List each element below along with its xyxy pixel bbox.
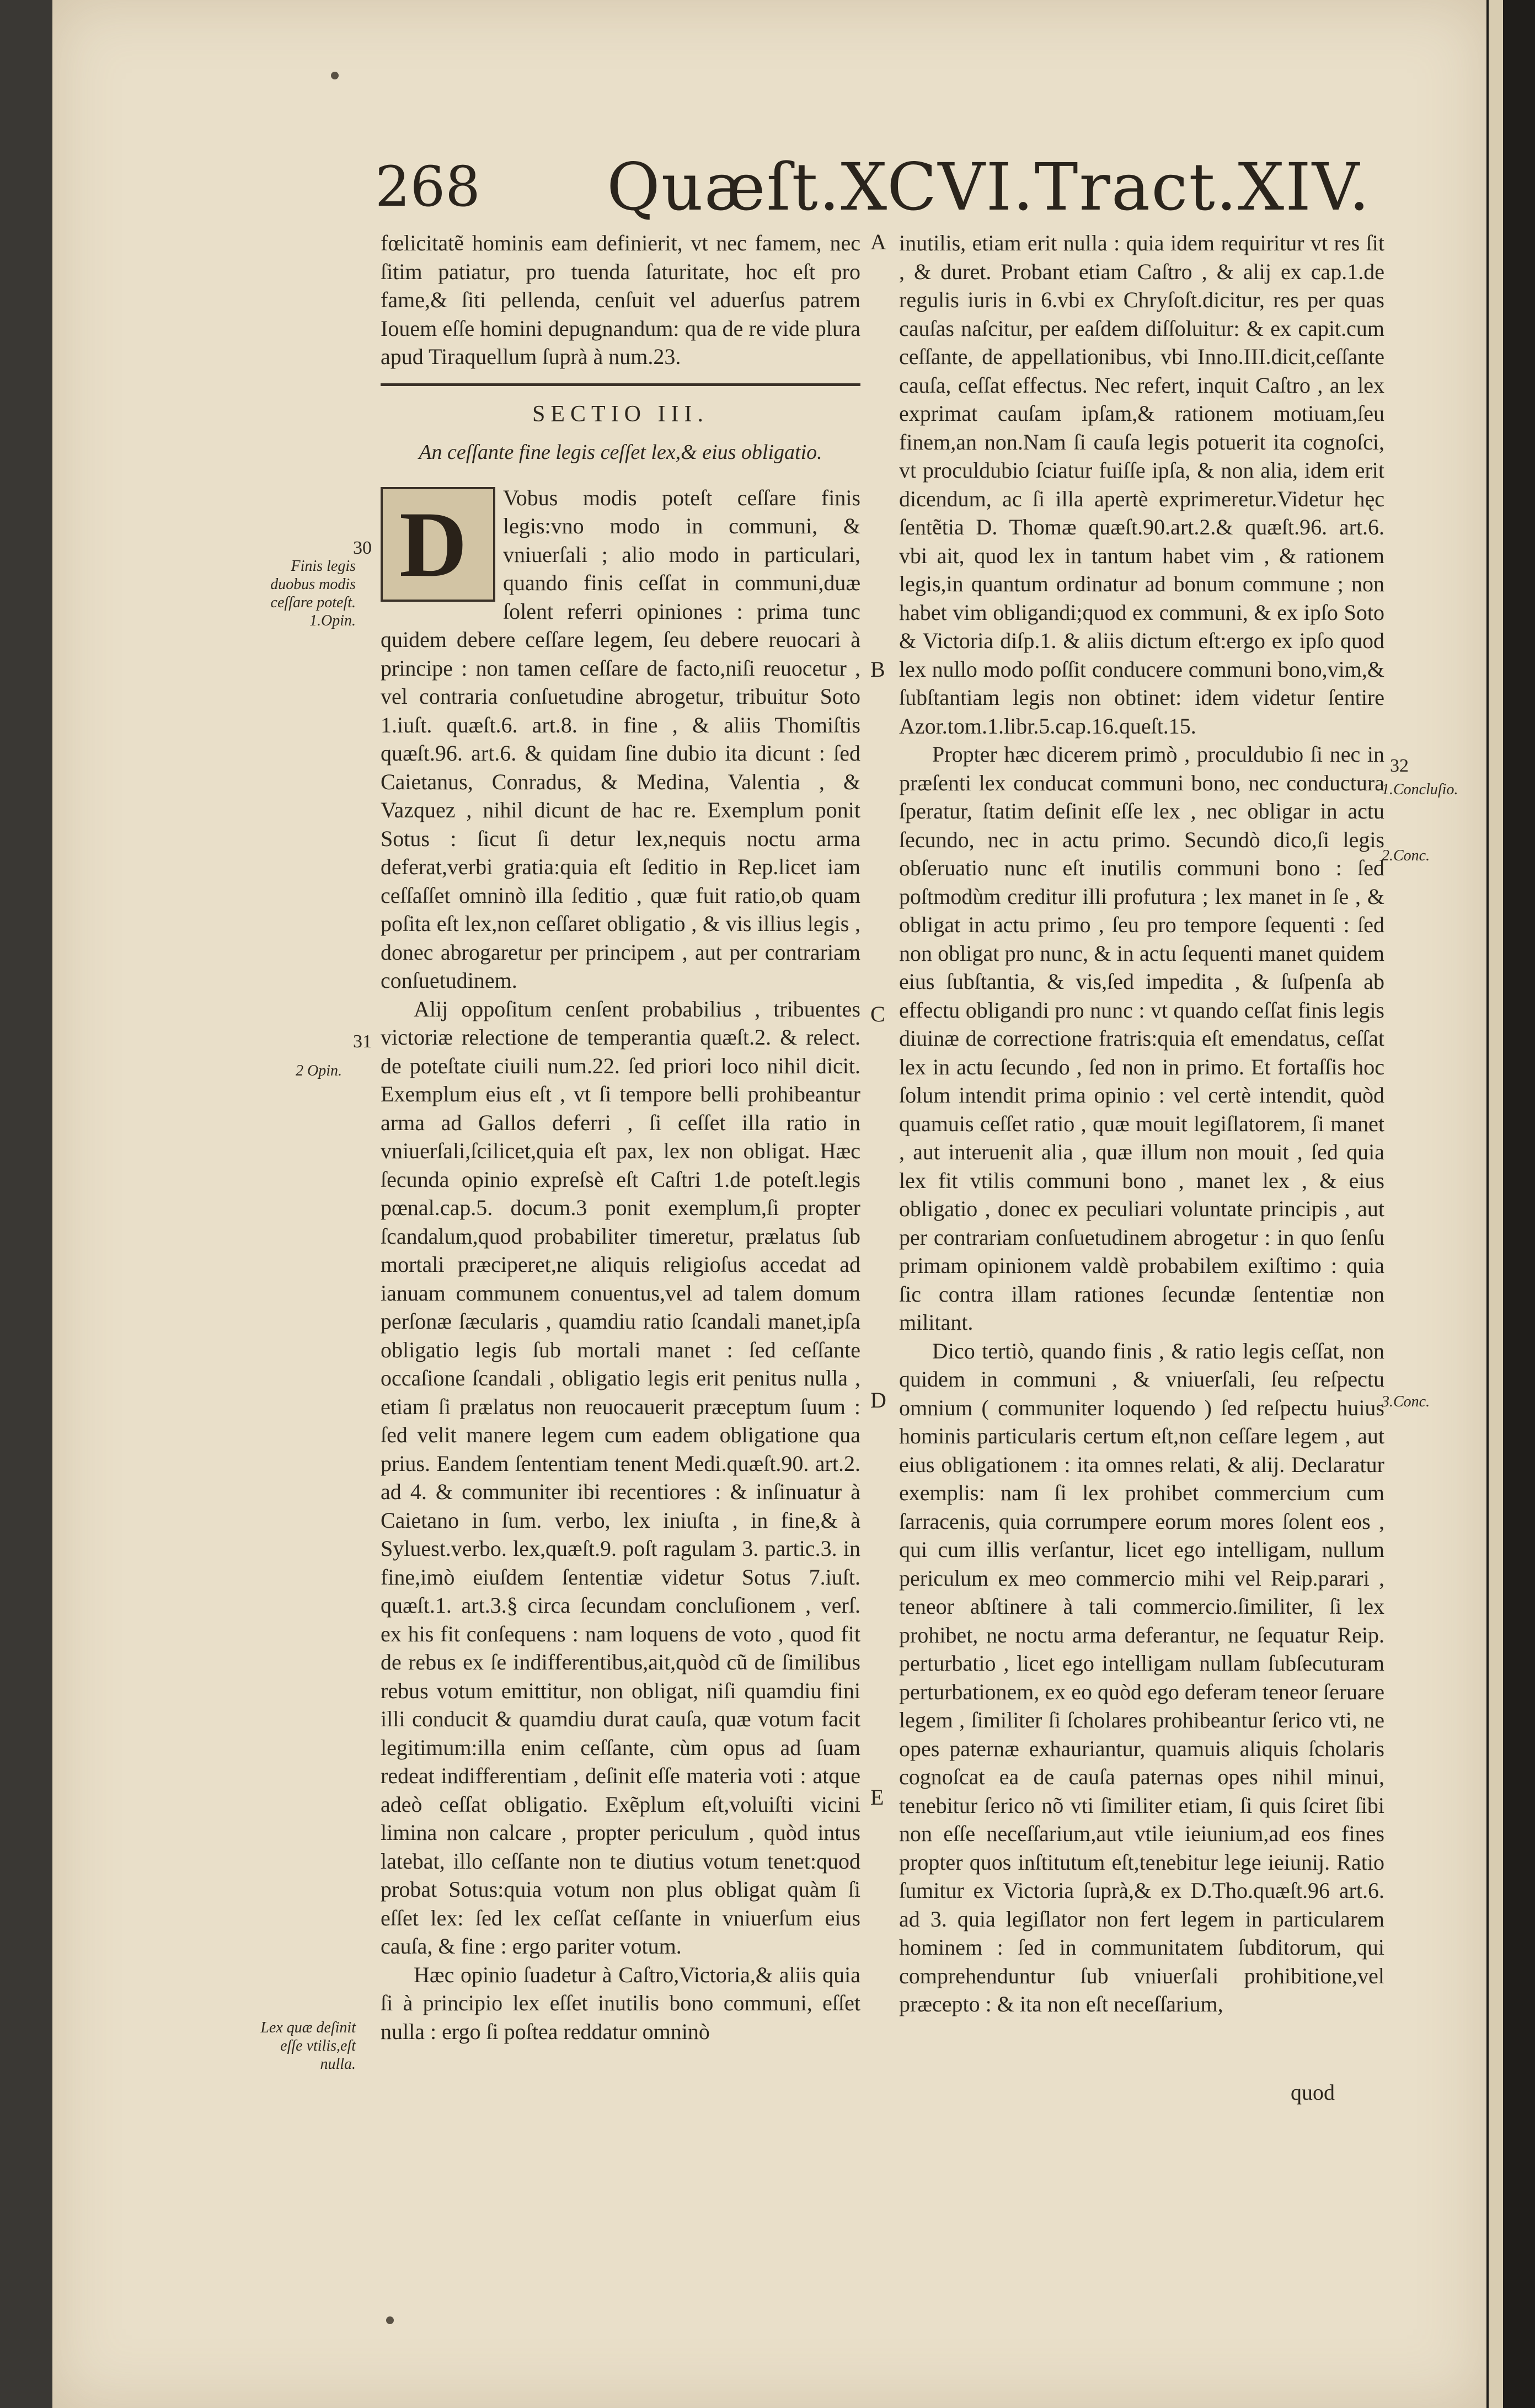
marginal-note: 1.Concluſio. xyxy=(1382,781,1458,798)
paragraph: Dico tertiò, quando finis , & ratio legis ceſſat, non quidem in communi , & vniuerſali, ſeu reſpectu omnium ( communiter loquendo ) ſed reſpectu huius hominis particularis certum eſt,non ceſſare legem , aut eius obligationem : ita omnes relati, & alij. Declaratur exemplis: nam ſi lex prohibet commercium cum ſarracenis, quia corrumpere eorum mores ſolent eos , qui cum illis verſantur, licet ego intelligam, nullum periculum ex meo commercio mihi vel Reip.parari , teneor abſtinere à tali commercio.ſimiliter, ſi lex prohibet, ne noctu arma deferantur, ne ſequatur Reip. perturbatio , licet ego intelligam nullam ſubſecuturam perturbationem, ex eo quòd ego deferam teneor ſeruare legem , ſimiliter ſi ſcholares prohibeantur ſerico vti, ne opes paternæ exhauriantur, quamuis aliquis ſcholaris cognoſcat ea de cauſa paternas opes nihil minui, tenebitur ſerico nõ vti ſimiliter etiam, ſi quis ſciret ſibi non eſſe neceſſarium,aut vtile ieiunium,ad eos fines propter quos inſtitutum eſt,tenebitur lege ieiunij. Ratio ſumitur ex Victoria ſuprà,& ex D.Tho.quæſt.96 art.6. ad 3. quia legiſlator non fert legem in particularem hominem : ſed in communitatem ſubditorum, qui comprehenduntur ſub vniuerſali prohibitione,vel præcepto : & ita non eſt neceſſarium, xyxy=(899,1338,1384,2016)
marginal-note: 2.Conc. xyxy=(1382,847,1430,864)
marginal-note: 3.Conc. xyxy=(1382,1393,1430,1410)
paragraph-number: 31 xyxy=(353,1031,372,1052)
marginal-note: Finis legis duobus modis ceſſare poteſt. 1.Opin. xyxy=(270,558,356,629)
column-letter-d: D xyxy=(870,1388,886,1412)
section-heading: SECTIO III. xyxy=(532,401,709,427)
column-letter-e: E xyxy=(870,1785,884,1810)
running-title: Quæſt.XCVI.Tract.XIV. xyxy=(607,149,1371,225)
binding-hole xyxy=(331,72,339,79)
binding-hole xyxy=(386,2316,394,2324)
paragraph: Vobus modis poteſt ceſſare finis legis:vno modo in communi, & vniuerſali ; alio modo in particulari, quando finis ceſſat in communi,duæ ſolent referri opiniones : prima tunc quidem debere ceſſare legem, ſeu debere reuocari à principe : non tamen ceſſare de facto,niſi reuocetur , vel contraria conſuetudine abrogetur, tribuitur Soto 1.iuſt. quæſt.6. art.8. in fine , & aliis Thomiſtis quæſt.96. art.6. & quidam ſine dubio ita dicunt : ſed Caietanus, Conradus, & Medina, Valentia , & Vazquez , nihil dicunt de hac re. Exemplum ponit Sotus : ſicut ſi detur lex,nequis noctu arma deferat,verbi gratia:quia eſt ſeditio in Rep.licet iam ceſſaſſet omninò illa ſeditio , quæ fuit ratio,ob quam poſita eſt lex,non ceſſaret obligatio , & vis illius legis , donec abrogaretur per principem , aut per contrariam conſuetudinem. xyxy=(381,485,860,993)
marginal-note: 2 Opin. xyxy=(296,1062,342,1079)
marginal-note: Lex quæ deſinit eſſe vtilis,eſt nulla. xyxy=(260,2019,356,2073)
catchword: quod xyxy=(1291,2080,1335,2105)
paragraph: Propter hæc dicerem primò , proculdubio ſi nec in præſenti lex conducat communi bono, nec conductura ſperatur, ſtatim deſinit eſſe lex , nec obligar in actu ſecundo, nec in actu primo. Secundò dico,ſi legis obſeruatio nunc eſt inutilis communi bono : ſed poſtmodùm creditur illi profutura ; lex manet in ſe , & obligat in actu primo , ſeu pro tempore ſequenti : ſed non obligat pro nunc, & in actu ſequenti manet quidem eius ſubſtantia, & vis,ſed impedita , & ſuſpenſa ab effectu obligandi pro nunc : vt quando ceſſat finis legis diuinæ de correctione fratris:quia eſt emendatus, ceſſat lex in actu ſecundo , ſed non in primo. Et fortaſſis hoc ſolum intendit prima opinio : vel certè intendit, quòd quamuis ceſſet ratio , quæ mouit legiſlatorem, ſi manet , aut interuenit alia , quæ illum non mouit , ſed quia lex fit vtilis communi bono , manet lex , & eius obligatio , donec ex peculiari voluntate principis , aut per contrariam conſuetudinem abrogetur : in quo ſenſu primam opinionem valdè probabilem exiſtimo : quia ſic contra illam rationes ſecundæ ſententiæ non militant. xyxy=(899,742,1384,1335)
right-column xyxy=(899,229,1384,2019)
opening-paragraph: fœlicitatẽ hominis eam definierit, vt nec famem, nec ſitim patiatur, pro tuenda ſaturitate, hoc eſt pro fame,& ſiti pellenda, cenſuit vel aduerſus patrem Iouem eſſe homini depugnandum: qua de re vide plura apud Tiraquellum ſuprà à num.23. xyxy=(381,231,860,369)
running-header xyxy=(331,149,1371,232)
column-letter-c: C xyxy=(870,1002,885,1026)
paragraph: Hæc opinio ſuadetur à Caſtro,Victoria,& aliis quia ſi à principio lex eſſet inutilis bono communi, eſſet nulla : ergo ſi poſtea reddatur omninò xyxy=(381,1962,860,2044)
paragraph-number: 30 xyxy=(353,538,372,558)
page-number: 268 xyxy=(375,154,480,219)
initial-letter: D xyxy=(399,492,467,596)
column-letter-b: B xyxy=(870,657,885,682)
section-rule xyxy=(381,383,860,386)
decorated-initial xyxy=(381,487,495,602)
paragraph: inutilis, etiam erit nulla : quia idem requiritur vt res ſit , & duret. Probant etiam Caſtro , & alij ex cap.1.de regulis iuris in 6.vbi ex Chryſoſt.dicitur, res per quas cauſas naſcitur, per eaſdem diſſoluitur: & ex capit.cum ceſſante, de appellationibus, vbi Inno.III.dicit,ceſſante cauſa, ceſſat effectus. Nec refert, inquit Caſtro , an lex exprimat cauſam ipſam,& rationem motiuam,ſeu finem,an non.Nam ſi cauſa legis potuerit ita cognoſci, vt proculdubio ſciatur fuiſſe ipſa, & non alia, idem erit dicendum, ac ſi illa apertè exprimeretur.Videtur hęc ſentẽtia D. Thomæ quæſt.90.art.2.& quæſt.96. art.6. vbi ait, quod lex in tantum habet vim , & rationem legis,in quantum ordinatur ad bonum commune ; non habet vim obligandi;quod ex communi, & ex ipſo Soto & Victoria diſp.1. & aliis dictum eſt:ergo ex ipſo quod lex nullo modo poſſit conducere communi bono,vim,& ſubſtantiam legis non obtinet: idem videtur ſentire Azor.tom.1.libr.5.cap.16.queſt.15. xyxy=(899,231,1384,739)
left-column xyxy=(381,229,860,2046)
section-subtitle: An ceſſante fine legis ceſſet lex,& eius obligatio. xyxy=(419,441,822,464)
paragraph-number: 32 xyxy=(1390,756,1409,776)
facing-page-sliver xyxy=(1489,0,1503,2408)
column-letter-a: A xyxy=(870,229,886,254)
facing-page-edge xyxy=(1486,0,1535,2408)
paragraph: Alij oppoſitum cenſent probabilius , tribuentes victoriæ relectione de temperantia quæſt.2. & relect. de poteſtate ciuili num.22. ſed priori loco nihil dicit. Exemplum eius eſt , vt ſi tempore belli prohibeantur arma ad Gallos deferri , ſi ceſſet illa ratio in vniuerſali,ſcilicet,quia eſt pax, lex non obligat. Hæc ſecunda opinio expreſsè eſt Caſtri 1.de poteſt.legis pœnal.cap.5. docum.3 ponit exemplum,ſi propter ſcandalum,quod probabiliter timeretur, prælatus ſub mortali præciperet,ne aliquis religioſus accedat ad ianuam communem conuentus,vel ad talem domum perſonæ ſæcularis , quamdiu ratio ſcandali manet,ipſa obligatio legis ſub mortali manet : ſed ceſſante occaſione ſcandali , obligatio legis erit penitus nulla , etiam ſi prælatus non reuocauerit præceptum ſuum : ſed velit manere legem cum eadem obligatione qua prius. Eandem ſententiam tenent Medi.quæſt.90. art.2. ad 4. & communiter ibi recentiores : & inſinuatur à Caietano in ſum. verbo, lex iniuſta , in fine,& à Syluest.verbo. lex,quæſt.9. poſt ragulam 3. partic.3. in fine,imò eiuſdem ſententiæ videtur Sotus 7.iuſt. quæſt.1. art.3.§ circa ſecundam concluſionem , verſ. ex his fit conſequens : nam loquens de voto , quod fit de rebus ex ſe indifferentibus,ait,quòd cũ de ſimilibus rebus votum emittitur, non obligat, niſi quamdiu fini illi conducit & quamdiu durat cauſa, quæ votum facit legitimum:illa enim ceſſante, cùm opus ad ſuam redeat indifferentiam , deſinit eſſe materia voti : atque adeò ceſſat obligatio. Exẽplum eſt,voluiſti vicini limina non calcare , propter periculum , quòd intus latebat, illo ceſſante non te diutius votum tenet:quod probat Sotus:quia votum non plus obligat quàm ſi eſſet lex: ſed lex ceſſat ceſſante in vniuerſum eius cauſa, & fine : ergo pariter votum. xyxy=(381,996,860,1958)
